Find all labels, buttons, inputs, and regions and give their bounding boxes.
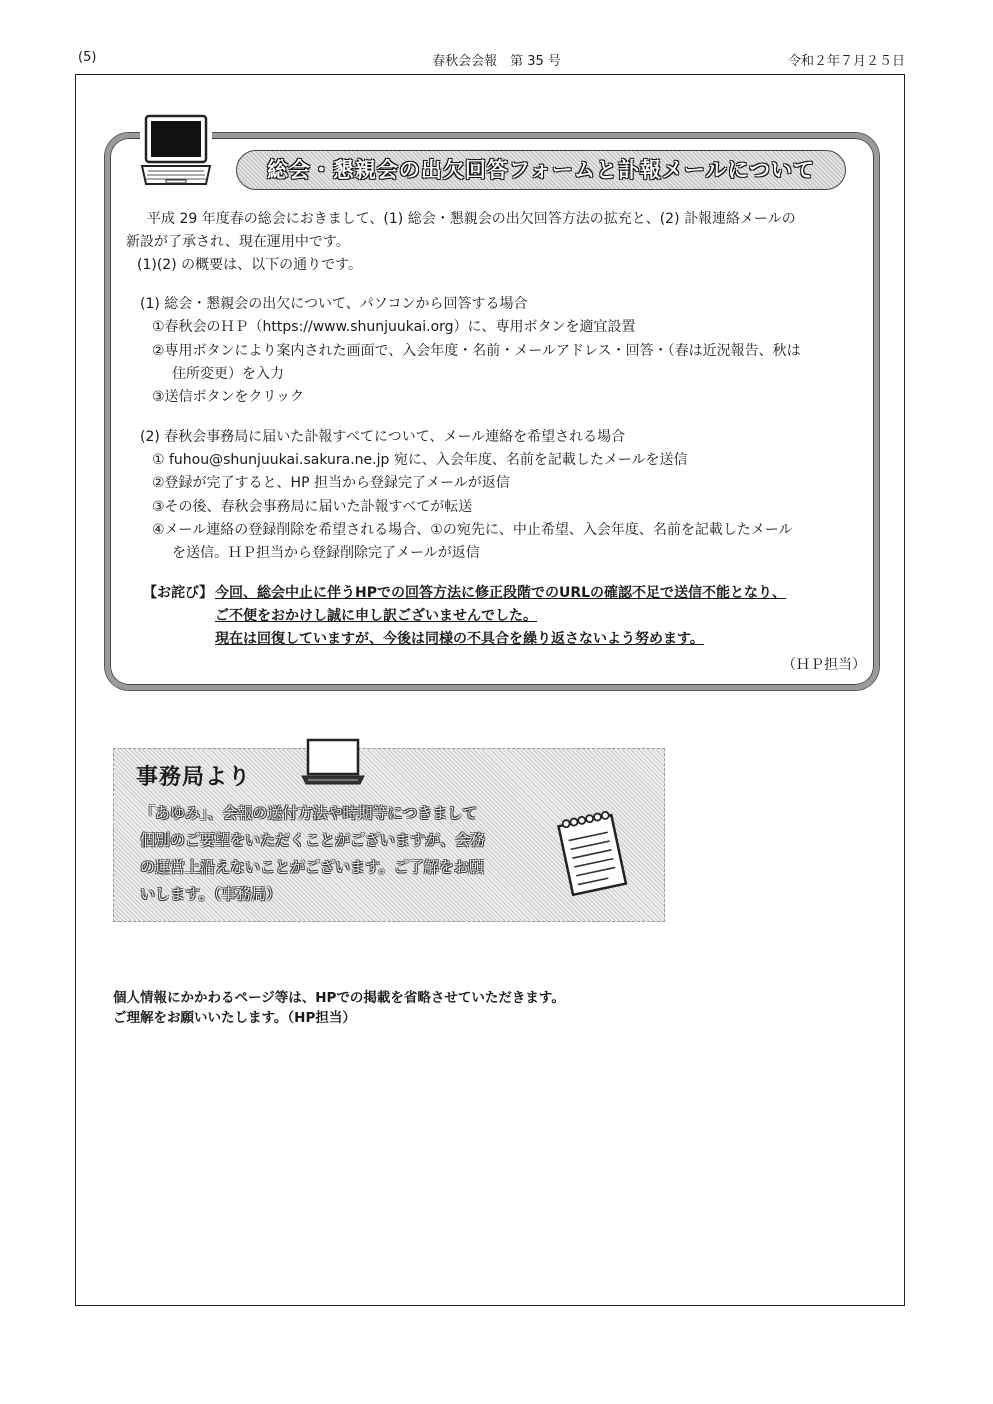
part1-item-2-cont: 住所変更）を入力: [172, 366, 284, 382]
notepad-icon: [553, 808, 631, 900]
part2-item-2: ②登録が完了すると、HP 担当から登録完了メールが返信: [152, 475, 510, 491]
page-number: (5): [78, 50, 97, 65]
jimu-section-title: 事務局より: [136, 765, 252, 790]
apology-label: 【お詫び】: [143, 585, 213, 601]
notice-line-2: ご理解をお願いいたします。（HP担当）: [113, 1010, 356, 1026]
privacy-notice: [113, 988, 565, 1028]
jimu-line-4: いします。（事務局）: [140, 885, 282, 903]
intro-line-1: 平成 29 年度春の総会におきまして、(1) 総会・懇親会の出欠回答方法の拡充と、(2) 訃報連絡メールの: [147, 211, 796, 227]
jimu-message: [140, 800, 485, 908]
part2-item-1: ① fuhou@shunjuukai.sakura.ne.jp 宛に、入会年度、名前を記載したメールを送信: [152, 452, 688, 468]
jimu-line-2: 個別のご要望をいただくことがございますが、会務: [140, 831, 486, 849]
part1-item-2: ②専用ボタンにより案内された画面で、入会年度・名前・メールアドレス・回答・（春は近況報告、秋は: [152, 343, 801, 359]
issue-date: 令和２年７月２５日: [787, 54, 905, 69]
part2-item-4: ④メール連絡の登録削除を希望される場合、①の宛先に、中止希望、入会年度、名前を記載したメール: [152, 522, 793, 538]
laptop-icon: [140, 112, 212, 188]
hp-section-title: 総会・懇親会の出欠回答フォームと訃報メールについて: [266, 158, 816, 182]
hp-section-banner: [236, 150, 846, 190]
hp-signature: （ＨＰ担当）: [782, 657, 866, 673]
intro-line-2: 新設が了承され、現在運用中です。: [126, 234, 350, 250]
jimu-line-3: の運営上沿えないことがございます。ご了解をお願: [140, 858, 484, 876]
part1-heading: (1) 総会・懇親会の出欠について、パソコンから回答する場合: [140, 296, 528, 312]
apology-line-3: 現在は回復していますが、今後は同様の不具合を繰り返さないよう努めます。: [215, 631, 704, 647]
intro-line-3: (1)(2) の概要は、以下の通りです。: [137, 257, 362, 273]
part1-item-3: ③送信ボタンをクリック: [152, 389, 304, 405]
part2-heading: (2) 春秋会事務局に届いた訃報すべてについて、メール連絡を希望される場合: [140, 429, 626, 445]
part1-item-1: ①春秋会のＨＰ（https://www.shunjuukai.org）に、専用ボタンを適宜設置: [152, 319, 636, 335]
jimu-line-1: 「あゆみ」、会報の送付方法や時期等につきまして: [140, 804, 478, 822]
apology-line-1: 今回、総会中止に伴うHPでの回答方法に修正段階でのURLの確認不足で送信不能となり、: [215, 585, 787, 601]
part2-item-3: ③その後、春秋会事務局に届いた訃報すべてが転送: [152, 499, 473, 515]
apology-line-2: ご不便をおかけし誠に申し訳ございませんでした。: [215, 608, 537, 624]
publication-title: 春秋会会報 第 35 号: [432, 54, 561, 69]
laptop-icon: [300, 738, 366, 786]
part2-item-4-cont: を送信。ＨＰ担当から登録削除完了メールが返信: [172, 545, 480, 561]
notice-line-1: 個人情報にかかわるページ等は、HPでの掲載を省略させていただきます。: [113, 990, 565, 1006]
